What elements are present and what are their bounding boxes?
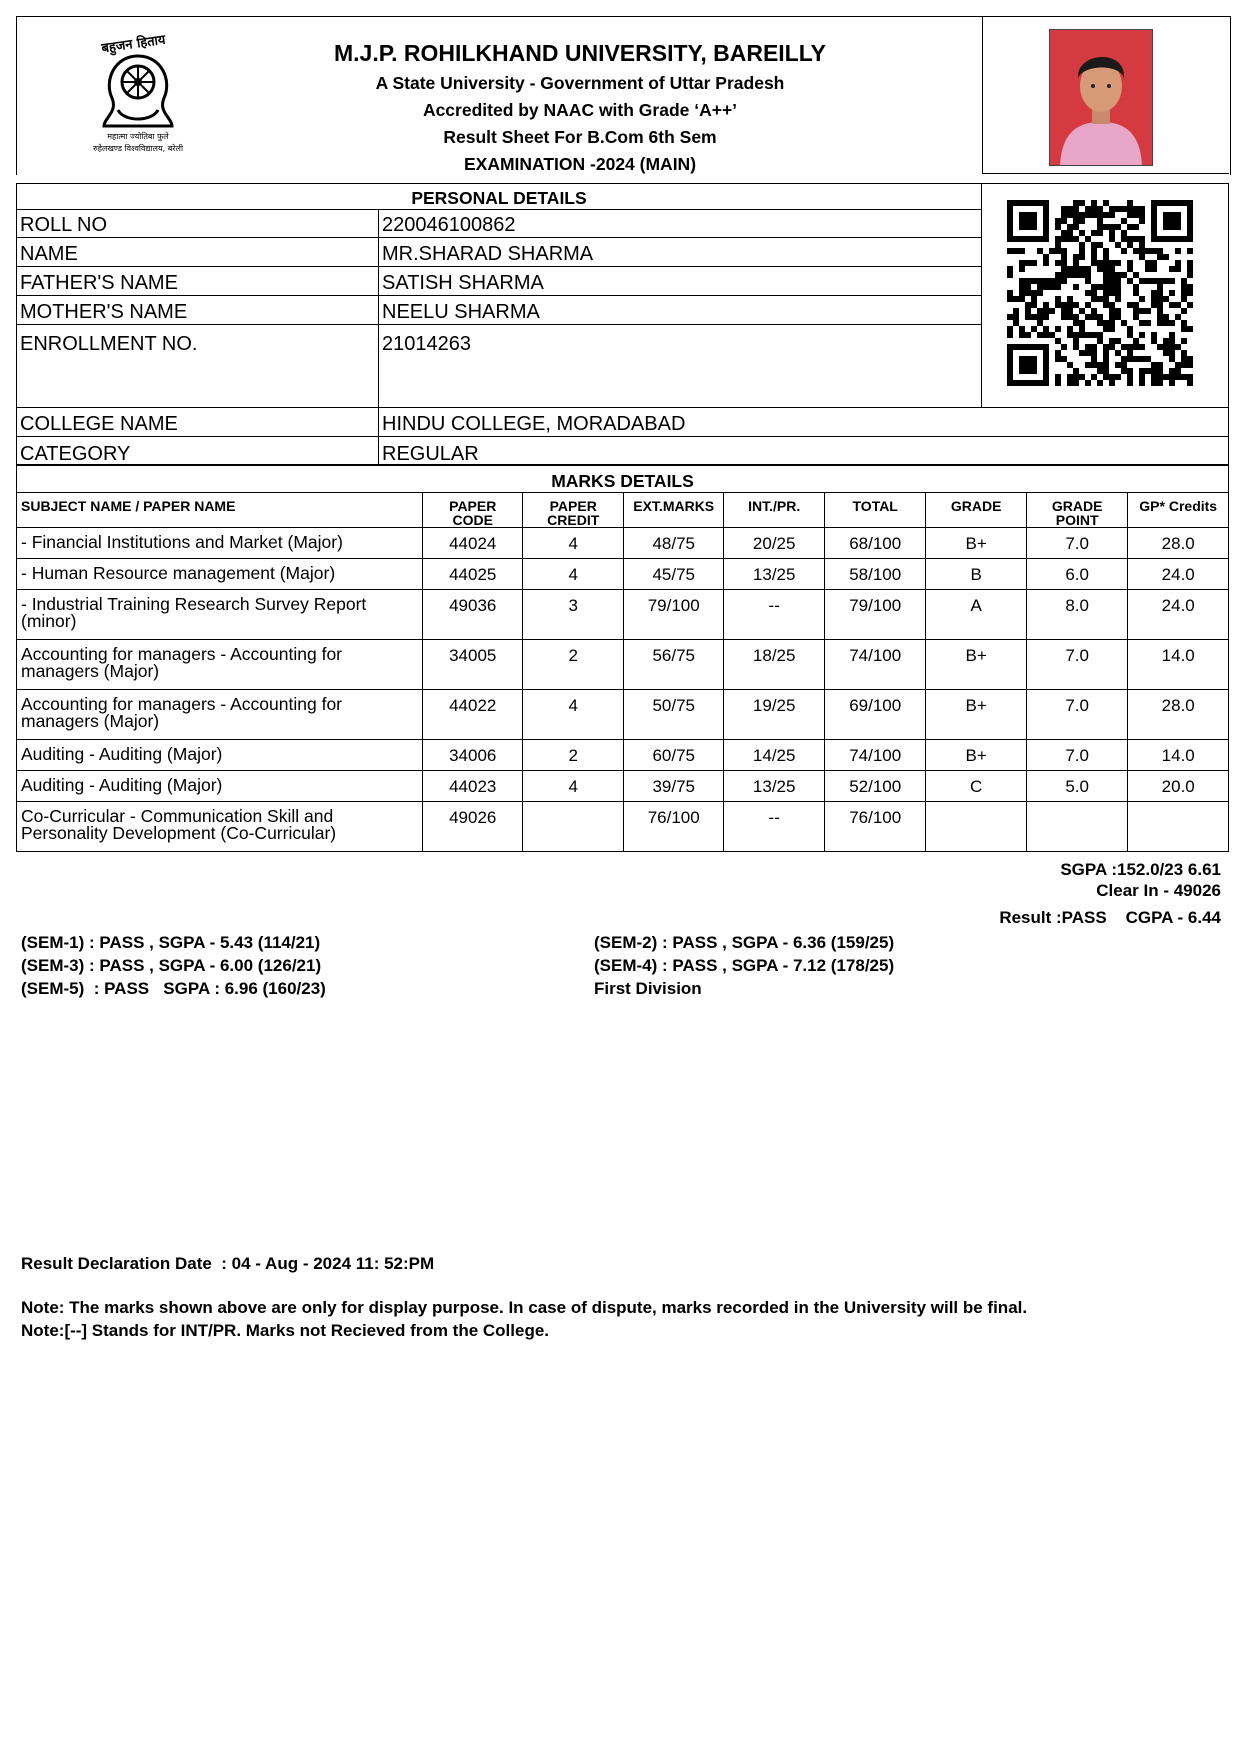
subject-name: Co-Curricular - Communication Skill and Personality Development (Co-Curricular) [17, 802, 423, 852]
paper-code: 44023 [423, 771, 523, 802]
col-header-subject: SUBJECT NAME / PAPER NAME [17, 493, 423, 528]
paper-credit: 4 [523, 771, 623, 802]
header-line-3: Result Sheet For B.Com 6th Sem [443, 127, 717, 147]
header-line-1: A State University - Government of Uttar Pradesh [375, 73, 785, 93]
college-label: COLLEGE NAME [20, 413, 178, 435]
ext-marks: 48/75 [623, 528, 723, 559]
roll-value: 220046100862 [382, 214, 516, 236]
ext-marks: 79/100 [623, 590, 723, 640]
grade-point: 8.0 [1026, 590, 1128, 640]
student-photo [1049, 29, 1153, 166]
total-marks: 76/100 [824, 802, 926, 852]
subject-name: Accounting for managers - Accounting for managers (Major) [17, 690, 423, 740]
grade: C [926, 771, 1026, 802]
ext-marks: 60/75 [623, 740, 723, 771]
col-header-credit: PAPER CREDIT [523, 493, 623, 528]
table-row [17, 528, 1229, 559]
gp-credits: 20.0 [1128, 771, 1229, 802]
col-header-ext: EXT.MARKS [623, 493, 723, 528]
mother-label: MOTHER'S NAME [20, 301, 188, 323]
int-marks: -- [724, 802, 824, 852]
personal-row-name [16, 238, 982, 267]
personal-row-father [16, 267, 982, 296]
ext-marks: 76/100 [623, 802, 723, 852]
gp-credits: 14.0 [1128, 640, 1229, 690]
gp-credits: 28.0 [1128, 690, 1229, 740]
marks-title-row [16, 465, 1229, 492]
col-header-gp-credits: GP* Credits [1128, 493, 1229, 528]
table-row [17, 740, 1229, 771]
result-cgpa: Result :PASS CGPA - 6.44 [999, 908, 1221, 927]
grade-point: 7.0 [1026, 640, 1128, 690]
paper-code: 44025 [423, 559, 523, 590]
university-name: M.J.P. ROHILKHAND UNIVERSITY, BAREILLY [333, 40, 827, 66]
grade [926, 802, 1026, 852]
int-marks: 14/25 [724, 740, 824, 771]
col-header-grade: GRADE [926, 493, 1026, 528]
int-marks: 13/25 [724, 559, 824, 590]
name-label: NAME [20, 243, 78, 265]
sgpa-summary: SGPA :152.0/23 6.61 [1060, 860, 1221, 879]
logo-caption-2: रुहेलखण्ड विश्वविद्यालय, बरेली [92, 144, 184, 153]
qr-code [1007, 200, 1193, 386]
roll-label: ROLL NO [20, 214, 108, 236]
mother-value: NEELU SHARMA [382, 301, 540, 323]
total-marks: 68/100 [824, 528, 926, 559]
total-marks: 58/100 [824, 559, 926, 590]
personal-row-mother [16, 296, 982, 325]
table-row [17, 590, 1229, 640]
total-marks: 79/100 [824, 590, 926, 640]
grade: B+ [926, 640, 1026, 690]
grade: B [926, 559, 1026, 590]
gp-credits: 28.0 [1128, 528, 1229, 559]
paper-code: 34005 [423, 640, 523, 690]
subject-name: - Industrial Training Research Survey Report (minor) [17, 590, 423, 640]
ext-marks: 56/75 [623, 640, 723, 690]
name-value: MR.SHARAD SHARMA [382, 243, 594, 265]
grade-point: 7.0 [1026, 690, 1128, 740]
total-marks: 74/100 [824, 740, 926, 771]
paper-code: 49026 [423, 802, 523, 852]
category-label: CATEGORY [20, 443, 131, 465]
col-header-total: TOTAL [824, 493, 926, 528]
enrollment-value: 21014263 [382, 333, 471, 355]
note-dispute: Note: The marks shown above are only for display purpose. In case of dispute, marks recorded in the University will be final. [21, 1298, 1028, 1317]
father-label: FATHER'S NAME [20, 272, 178, 294]
sem2-result: (SEM-2) : PASS , SGPA - 6.36 (159/25) [594, 933, 895, 952]
table-row [17, 559, 1229, 590]
logo-motto: बहुजन हिताय [100, 32, 167, 57]
marks-header-row [17, 493, 1229, 528]
category-value: REGULAR [382, 443, 479, 465]
sem5-result: (SEM-5) : PASS SGPA : 6.96 (160/23) [21, 979, 326, 998]
sem1-result: (SEM-1) : PASS , SGPA - 5.43 (114/21) [21, 933, 321, 952]
gp-credits: 14.0 [1128, 740, 1229, 771]
university-logo [74, 26, 202, 158]
college-value: HINDU COLLEGE, MORADABAD [382, 413, 686, 435]
ext-marks: 50/75 [623, 690, 723, 740]
grade-point: 7.0 [1026, 528, 1128, 559]
header-line-2: Accredited by NAAC with Grade ‘A++’ [422, 100, 738, 120]
grade-point: 5.0 [1026, 771, 1128, 802]
paper-code: 49036 [423, 590, 523, 640]
paper-code: 44022 [423, 690, 523, 740]
ext-marks: 45/75 [623, 559, 723, 590]
table-row [17, 771, 1229, 802]
gp-credits: 24.0 [1128, 559, 1229, 590]
sem3-result: (SEM-3) : PASS , SGPA - 6.00 (126/21) [21, 956, 322, 975]
ext-marks: 39/75 [623, 771, 723, 802]
note-int-pr: Note:[--] Stands for INT/PR. Marks not Recieved from the College. [21, 1321, 550, 1340]
paper-credit: 4 [523, 528, 623, 559]
marks-title: MARKS DETAILS [551, 471, 694, 491]
grade-point: 7.0 [1026, 740, 1128, 771]
grade: B+ [926, 740, 1026, 771]
subject-name: - Human Resource management (Major) [17, 559, 423, 590]
paper-credit: 2 [523, 740, 623, 771]
paper-code: 44024 [423, 528, 523, 559]
grade-point [1026, 802, 1128, 852]
marks-table [16, 492, 1229, 852]
enrollment-label: ENROLLMENT NO. [20, 333, 198, 355]
subject-name: Accounting for managers - Accounting for managers (Major) [17, 640, 423, 690]
logo-caption-1: महात्मा ज्योतिबा फुले [107, 132, 169, 141]
col-header-code: PAPER CODE [423, 493, 523, 528]
gp-credits: 24.0 [1128, 590, 1229, 640]
col-header-grade-point: GRADE POINT [1026, 493, 1128, 528]
declaration-date: Result Declaration Date : 04 - Aug - 2024 11: 52:PM [21, 1254, 435, 1273]
paper-credit [523, 802, 623, 852]
total-marks: 52/100 [824, 771, 926, 802]
father-value: SATISH SHARMA [382, 272, 544, 294]
int-marks: 18/25 [724, 640, 824, 690]
int-marks: 19/25 [724, 690, 824, 740]
paper-credit: 4 [523, 690, 623, 740]
grade: B+ [926, 690, 1026, 740]
subject-name: Auditing - Auditing (Major) [17, 740, 423, 771]
int-marks: -- [724, 590, 824, 640]
paper-credit: 3 [523, 590, 623, 640]
grade: A [926, 590, 1026, 640]
sem4-result: (SEM-4) : PASS , SGPA - 7.12 (178/25) [594, 956, 895, 975]
personal-row-roll [16, 209, 982, 238]
table-row [17, 802, 1229, 852]
personal-title: PERSONAL DETAILS [411, 188, 587, 208]
personal-row-enrollment [16, 325, 982, 408]
grade-point: 6.0 [1026, 559, 1128, 590]
grade: B+ [926, 528, 1026, 559]
gp-credits [1128, 802, 1229, 852]
int-marks: 20/25 [724, 528, 824, 559]
subject-name: - Financial Institutions and Market (Major) [17, 528, 423, 559]
table-row [17, 640, 1229, 690]
clear-in: Clear In - 49026 [1096, 881, 1221, 900]
personal-row-college [16, 408, 1229, 437]
total-marks: 69/100 [824, 690, 926, 740]
table-row [17, 690, 1229, 740]
int-marks: 13/25 [724, 771, 824, 802]
header-line-4: EXAMINATION -2024 (MAIN) [463, 154, 697, 174]
personal-row-category [16, 437, 1229, 466]
division: First Division [594, 979, 702, 998]
subject-name: Auditing - Auditing (Major) [17, 771, 423, 802]
paper-credit: 4 [523, 559, 623, 590]
personal-title-row [16, 183, 982, 210]
total-marks: 74/100 [824, 640, 926, 690]
col-header-int: INT./PR. [724, 493, 824, 528]
paper-credit: 2 [523, 640, 623, 690]
paper-code: 34006 [423, 740, 523, 771]
